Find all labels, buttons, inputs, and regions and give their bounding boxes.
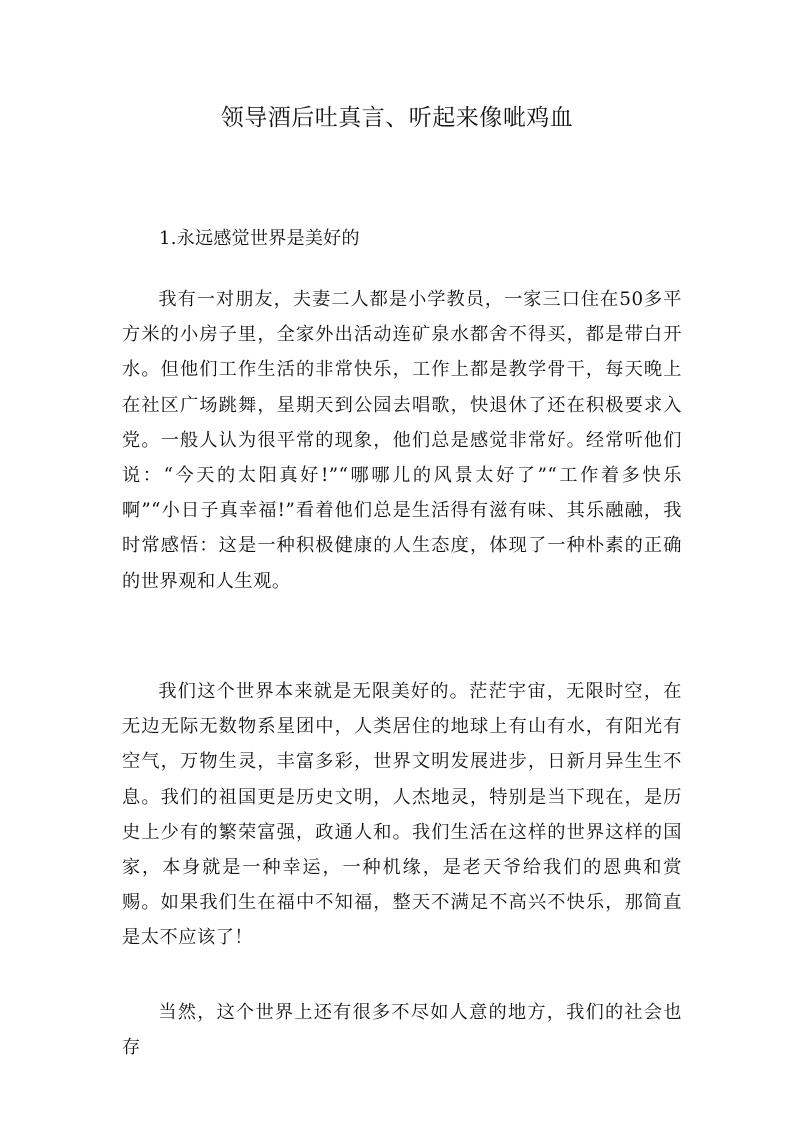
section-heading: 1.永远感觉世界是美好的 <box>159 228 360 249</box>
body-paragraph-1: 我有一对朋友，夫妻二人都是小学教员，一家三口住在50多平方米的小房子里，全家外出活动连矿泉水都舍不得买，都是带白开水。但他们工作生活的非常快乐，工作上都是教学骨干，每天晚上在社区广场跳舞，星期天到公园去唱歌，快退休了还在积极要求入党。一般人认为很平常的现象，他们总是感觉非常好。经常听他们说：“今天的太阳真好!”“哪哪儿的风景太好了”“工作着多快乐啊”“小日子真幸福!”看着他们总是生活得有滋有味、其乐融融，我时常感悟：这是一种积极健康的人生态度，体现了一种朴素的正确的世界观和人生观。 <box>122 289 682 592</box>
body-paragraph-3: 当然，这个世界上还有很多不尽如人意的地方，我们的社会也存 <box>122 1002 682 1059</box>
document-title: 领导酒后吐真言、听起来像呲鸡血 <box>220 105 574 131</box>
body-paragraph-2: 我们这个世界本来就是无限美好的。茫茫宇宙，无限时空，在无边无际无数物系星团中，人类居住的地球上有山有水，有阳光有空气，万物生灵，丰富多彩，世界文明发展进步，日新月异生生不息。我们的祖国更是历史文明，人杰地灵，特别是当下现在，是历史上少有的繁荣富强，政通人和。我们生活在这样的世界这样的国家，本身就是一种幸运，一种机缘，是老天爷给我们的恩典和赏赐。如果我们生在福中不知福，整天不满足不高兴不快乐，那简直是太不应该了！ <box>122 681 682 949</box>
